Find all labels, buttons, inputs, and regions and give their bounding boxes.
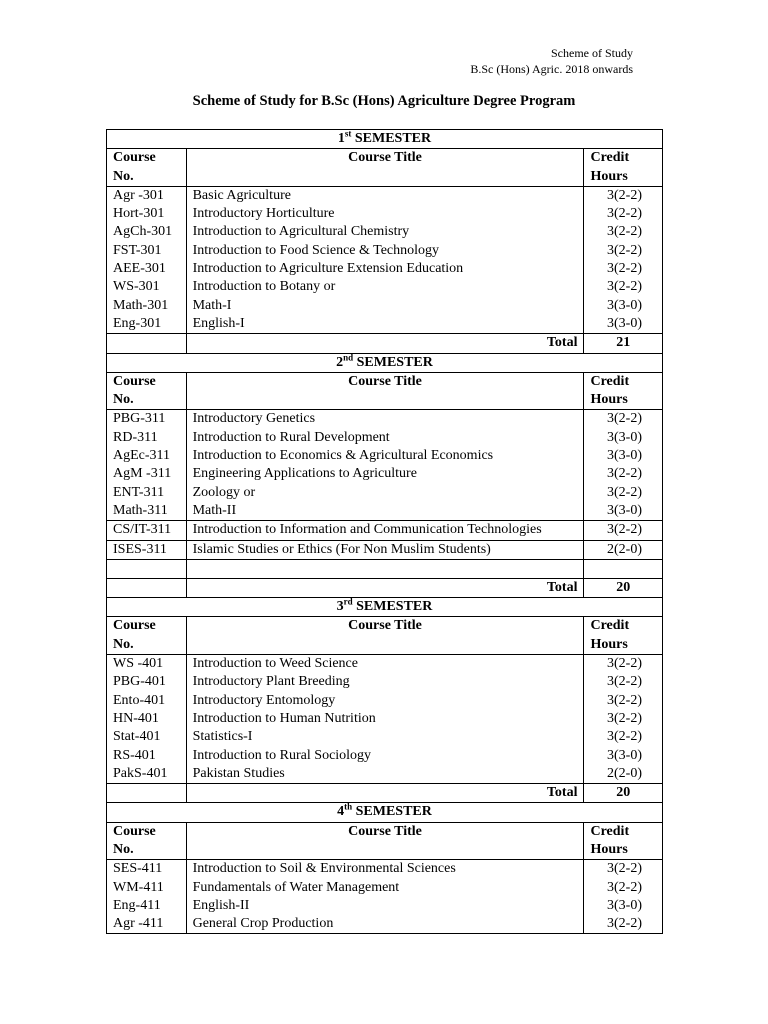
- course-number: Math-311: [107, 502, 187, 521]
- course-row: [107, 260, 663, 278]
- credit-hours: 3(3-0): [584, 447, 663, 465]
- credit-hours: 3(2-2): [584, 521, 663, 540]
- course-number: ENT-311: [107, 484, 187, 502]
- course-row: [107, 897, 663, 915]
- course-title-header: Course Title: [186, 372, 584, 410]
- course-number: PakS-401: [107, 765, 187, 784]
- course-row: [107, 655, 663, 674]
- semester-ordinal-suffix: st: [344, 128, 352, 139]
- course-title: Math-I: [186, 297, 584, 315]
- course-number: Agr -411: [107, 915, 187, 934]
- credit-hours-header: Credit Hours: [584, 617, 663, 655]
- course-row: [107, 223, 663, 241]
- column-header-row: [107, 149, 663, 187]
- credit-hours: 3(2-2): [584, 728, 663, 746]
- scheme-table: [106, 129, 663, 934]
- credit-hours: 2(2-0): [584, 540, 663, 559]
- course-row: [107, 484, 663, 502]
- course-row: [107, 765, 663, 784]
- course-number: AgCh-301: [107, 223, 187, 241]
- course-row: [107, 429, 663, 447]
- semester-heading-row: [107, 598, 663, 617]
- credit-hours: 3(3-0): [584, 897, 663, 915]
- credit-hours: 3(2-2): [584, 410, 663, 429]
- total-row: [107, 334, 663, 353]
- course-title: Introductory Entomology: [186, 692, 584, 710]
- semester-heading-row: [107, 353, 663, 372]
- course-row: [107, 692, 663, 710]
- total-empty-cell: [107, 784, 187, 803]
- course-number: AgM -311: [107, 465, 187, 483]
- course-title: Introductory Horticulture: [186, 205, 584, 223]
- credit-hours: 3(2-2): [584, 242, 663, 260]
- credit-hours: 3(2-2): [584, 692, 663, 710]
- semester-label: SEMESTER: [353, 354, 433, 370]
- semester-ordinal: 4: [337, 804, 345, 820]
- total-value: 20: [584, 784, 663, 803]
- course-title: Introduction to Human Nutrition: [186, 710, 584, 728]
- total-empty-cell: [107, 334, 187, 353]
- course-number: RD-311: [107, 429, 187, 447]
- course-title-header: Course Title: [186, 149, 584, 187]
- course-title: Introduction to Information and Communication Technologies: [186, 521, 584, 540]
- course-title: Introduction to Rural Sociology: [186, 747, 584, 765]
- course-number: RS-401: [107, 747, 187, 765]
- course-title: Introduction to Soil & Environmental Sciences: [186, 860, 584, 879]
- semester-heading: [107, 803, 663, 822]
- total-label: Total: [186, 334, 584, 353]
- course-row: [107, 915, 663, 934]
- course-number: WM-411: [107, 879, 187, 897]
- course-number: PBG-401: [107, 673, 187, 691]
- course-number: Ento-401: [107, 692, 187, 710]
- course-row: [107, 540, 663, 559]
- course-title: Introductory Genetics: [186, 410, 584, 429]
- credit-hours: 3(2-2): [584, 673, 663, 691]
- course-number: Eng-411: [107, 897, 187, 915]
- blank-cell: [584, 559, 663, 578]
- course-number: Agr -301: [107, 186, 187, 205]
- credit-hours: 3(2-2): [584, 915, 663, 934]
- credit-hours: 3(3-0): [584, 315, 663, 334]
- course-row: [107, 186, 663, 205]
- credit-hours: 3(3-0): [584, 429, 663, 447]
- course-title: Introductory Plant Breeding: [186, 673, 584, 691]
- course-row: [107, 502, 663, 521]
- document-title: Scheme of Study for B.Sc (Hons) Agriculture Degree Program: [192, 93, 576, 109]
- scheme-table-body: [107, 130, 663, 934]
- course-title: Math-II: [186, 502, 584, 521]
- credit-hours: 3(3-0): [584, 502, 663, 521]
- course-row: [107, 315, 663, 334]
- blank-row: [107, 559, 663, 578]
- course-no-header: Course No.: [107, 822, 187, 860]
- course-number: WS-301: [107, 278, 187, 296]
- credit-hours: 3(2-2): [584, 879, 663, 897]
- course-row: [107, 242, 663, 260]
- course-title: English-II: [186, 897, 584, 915]
- total-row: [107, 784, 663, 803]
- course-number: AEE-301: [107, 260, 187, 278]
- course-row: [107, 728, 663, 746]
- course-title: Zoology or: [186, 484, 584, 502]
- semester-ordinal-suffix: rd: [343, 596, 353, 607]
- blank-cell: [107, 559, 187, 578]
- course-number: SES-411: [107, 860, 187, 879]
- total-value: 21: [584, 334, 663, 353]
- credit-hours: 2(2-0): [584, 765, 663, 784]
- blank-cell: [186, 559, 584, 578]
- column-header-row: [107, 372, 663, 410]
- course-number: ISES-311: [107, 540, 187, 559]
- course-number: Stat-401: [107, 728, 187, 746]
- course-number: WS -401: [107, 655, 187, 674]
- course-number: HN-401: [107, 710, 187, 728]
- course-title: Introduction to Agricultural Chemistry: [186, 223, 584, 241]
- course-number: Hort-301: [107, 205, 187, 223]
- semester-ordinal: 2: [336, 354, 344, 370]
- running-header-subtitle: B.Sc (Hons) Agric. 2018 onwards: [470, 62, 633, 76]
- credit-hours-header: Credit Hours: [584, 149, 663, 187]
- semester-heading-row: [107, 130, 663, 149]
- credit-hours: 3(2-2): [584, 223, 663, 241]
- column-header-row: [107, 617, 663, 655]
- course-no-header: Course No.: [107, 617, 187, 655]
- total-row: [107, 578, 663, 597]
- semester-ordinal: 1: [337, 131, 345, 146]
- course-title: General Crop Production: [186, 915, 584, 934]
- course-title: English-I: [186, 315, 584, 334]
- course-row: [107, 747, 663, 765]
- credit-hours: 3(2-2): [584, 260, 663, 278]
- course-row: [107, 521, 663, 540]
- total-value: 20: [584, 578, 663, 597]
- course-number: AgEc-311: [107, 447, 187, 465]
- course-number: Eng-301: [107, 315, 187, 334]
- semester-heading: [107, 130, 663, 149]
- semester-label: SEMESTER: [351, 131, 432, 146]
- course-title: Introduction to Rural Development: [186, 429, 584, 447]
- course-title: Islamic Studies or Ethics (For Non Muslim Students): [186, 540, 584, 559]
- credit-hours-header: Credit Hours: [584, 822, 663, 860]
- course-number: FST-301: [107, 242, 187, 260]
- credit-hours: 3(2-2): [584, 278, 663, 296]
- credit-hours: 3(3-0): [584, 297, 663, 315]
- course-no-header: Course No.: [107, 149, 187, 187]
- course-row: [107, 860, 663, 879]
- semester-label: SEMESTER: [352, 804, 432, 820]
- course-row: [107, 278, 663, 296]
- course-title-header: Course Title: [186, 617, 584, 655]
- total-label: Total: [186, 578, 584, 597]
- course-title: Statistics-I: [186, 728, 584, 746]
- course-title: Introduction to Botany or: [186, 278, 584, 296]
- semester-ordinal: 3: [336, 599, 344, 615]
- course-title: Engineering Applications to Agriculture: [186, 465, 584, 483]
- credit-hours-header: Credit Hours: [584, 372, 663, 410]
- course-row: [107, 297, 663, 315]
- course-row: [107, 447, 663, 465]
- semester-heading: [107, 598, 663, 617]
- course-row: [107, 465, 663, 483]
- semester-ordinal-suffix: nd: [343, 351, 354, 362]
- course-row: [107, 710, 663, 728]
- credit-hours: 3(3-0): [584, 747, 663, 765]
- total-empty-cell: [107, 578, 187, 597]
- course-row: [107, 410, 663, 429]
- course-number: Math-301: [107, 297, 187, 315]
- course-title: Basic Agriculture: [186, 186, 584, 205]
- course-row: [107, 673, 663, 691]
- semester-heading: [107, 353, 663, 372]
- course-number: PBG-311: [107, 410, 187, 429]
- total-label: Total: [186, 784, 584, 803]
- course-title-header: Course Title: [186, 822, 584, 860]
- course-no-header: Course No.: [107, 372, 187, 410]
- credit-hours: 3(2-2): [584, 205, 663, 223]
- semester-heading-row: [107, 803, 663, 822]
- course-number: CS/IT-311: [107, 521, 187, 540]
- course-row: [107, 879, 663, 897]
- credit-hours: 3(2-2): [584, 465, 663, 483]
- running-header-title: Scheme of Study: [551, 46, 633, 60]
- credit-hours: 3(2-2): [584, 710, 663, 728]
- semester-ordinal-suffix: th: [344, 801, 353, 812]
- course-title: Introduction to Economics & Agricultural Economics: [186, 447, 584, 465]
- credit-hours: 3(2-2): [584, 655, 663, 674]
- course-title: Introduction to Weed Science: [186, 655, 584, 674]
- credit-hours: 3(2-2): [584, 186, 663, 205]
- credit-hours: 3(2-2): [584, 484, 663, 502]
- credit-hours: 3(2-2): [584, 860, 663, 879]
- course-title: Introduction to Agriculture Extension Education: [186, 260, 584, 278]
- course-title: Pakistan Studies: [186, 765, 584, 784]
- course-title: Introduction to Food Science & Technology: [186, 242, 584, 260]
- column-header-row: [107, 822, 663, 860]
- semester-label: SEMESTER: [352, 599, 433, 615]
- course-row: [107, 205, 663, 223]
- course-title: Fundamentals of Water Management: [186, 879, 584, 897]
